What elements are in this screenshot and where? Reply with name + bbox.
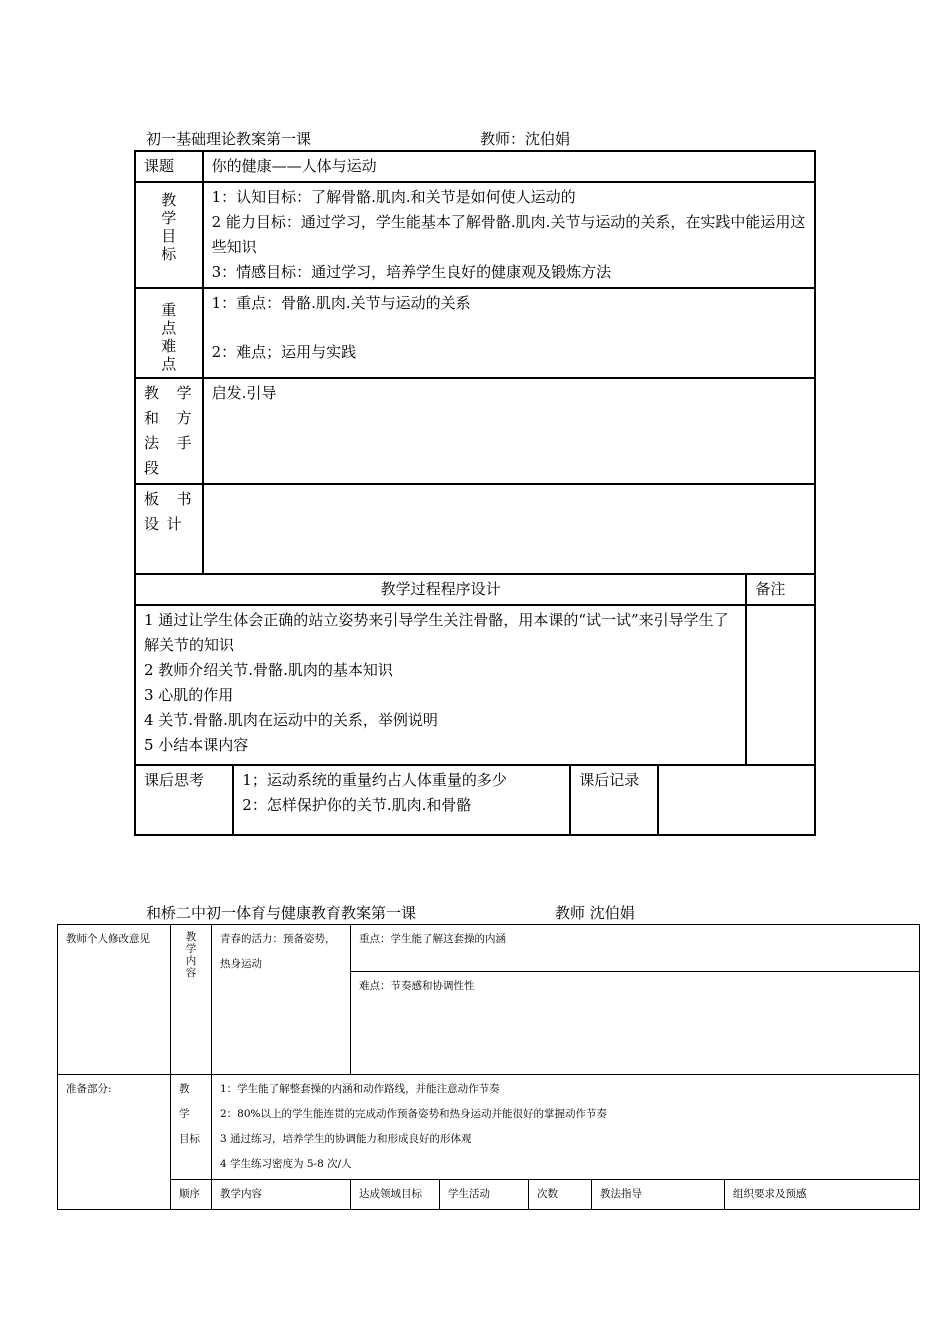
- methods-label: 教 学 和 方 法 手 段: [135, 378, 203, 484]
- keypoints-value: [203, 288, 815, 378]
- record-value: [658, 765, 815, 835]
- lesson2-goal-item: 3 通过练习，培养学生的协调能力和形成良好的形体观: [220, 1133, 472, 1145]
- topic-row: [135, 151, 815, 182]
- column-header: 教学内容: [212, 1180, 351, 1210]
- reflection-label: 课后思考: [135, 765, 233, 835]
- reflection-row: [135, 765, 815, 835]
- process-step: 2 教师介绍关节.骨骼.肌肉的基本知识: [144, 661, 393, 679]
- process-step: 3 心肌的作用: [144, 686, 234, 704]
- lesson2-heading: 和桥二中初一体育与健康教育教案第一课: [146, 904, 417, 922]
- methods-value: 启发.引导: [203, 378, 815, 484]
- topic-label: 课题: [135, 151, 203, 182]
- process-title: 教学过程程序设计: [135, 574, 746, 605]
- columns-row: [58, 1180, 920, 1210]
- lesson1-heading: 初一基础理论教案第一课: [146, 130, 312, 148]
- remarks-value: [746, 605, 815, 765]
- lesson2-goal-item: 1：学生能了解整套操的内涵和动作路线，并能注意动作节奏: [220, 1083, 500, 1095]
- lesson2-difficulty: 难点：节奏感和协调性性: [351, 972, 920, 1075]
- reflection-items: [233, 765, 570, 835]
- lesson1-teacher: 教师：沈伯娟: [480, 130, 571, 148]
- column-header: 顺序: [171, 1180, 212, 1210]
- process-step: 1 通过让学生体会正确的站立姿势来引导学生关注骨骼，用本课的“试一试”来引导学生了解关节的知识: [144, 611, 729, 654]
- lesson2-goals: [212, 1075, 920, 1180]
- process-step: 5 小结本课内容: [144, 736, 249, 754]
- board-row: [135, 484, 815, 574]
- goal-label: 教 学 目标: [171, 1075, 212, 1180]
- difficulty: 2：难点；运用与实践: [211, 343, 357, 361]
- process-step: 4 关节.骨骼.肌肉在运动中的关系，举例说明: [144, 711, 438, 729]
- content-value: 青春的活力：预备姿势，热身运动: [212, 925, 351, 1075]
- record-label: 课后记录: [570, 765, 658, 835]
- goal-item: 3：情感目标：通过学习，培养学生良好的健康观及锻炼方法: [211, 263, 612, 281]
- column-header: 组织要求及预感: [725, 1180, 920, 1210]
- prep-label: 准备部分:: [58, 1075, 171, 1210]
- column-header: 达成领域目标: [351, 1180, 440, 1210]
- reflection-item: 2：怎样保护你的关节.肌肉.和骨骼: [242, 796, 472, 814]
- key-point: 1：重点：骨骼.肌肉.关节与运动的关系: [211, 294, 471, 312]
- keypoints-label: 重 点 难 点: [135, 288, 203, 378]
- process-row: [135, 605, 815, 765]
- topic-value: 你的健康——人体与运动: [203, 151, 815, 182]
- lesson2-key-point: 重点：学生能了解这套操的内涵: [351, 925, 920, 972]
- lesson2-teacher: 教师 沈伯娟: [555, 904, 635, 922]
- goals-value: [203, 182, 815, 288]
- process-header-row: [135, 574, 815, 605]
- column-header: 教法指导: [592, 1180, 725, 1210]
- prep-row: [58, 1075, 920, 1180]
- revision-label: 教师个人修改意见: [58, 925, 171, 1075]
- board-label: 板 书 设 计: [135, 484, 203, 574]
- board-value: [203, 484, 815, 574]
- goals-label: 教 学 目 标: [135, 182, 203, 288]
- lesson2-table: [57, 924, 920, 1210]
- content-label: 教 学 内 容: [171, 925, 212, 1075]
- column-header: 学生活动: [440, 1180, 529, 1210]
- keypoints-row: [135, 288, 815, 378]
- lesson2-goal-item: 4 学生练习密度为 5-8 次/人: [220, 1158, 352, 1170]
- remarks-label: 备注: [746, 574, 815, 605]
- goals-row: [135, 182, 815, 288]
- goal-item: 1：认知目标：了解骨骼.肌肉.和关节是如何使人运动的: [211, 188, 576, 206]
- reflection-item: 1；运动系统的重量约占人体重量的多少: [242, 771, 507, 789]
- content-row-1: [58, 925, 920, 972]
- lesson2-goal-item: 2：80%以上的学生能连贯的完成动作预备姿势和热身运动并能很好的掌握动作节奏: [220, 1108, 608, 1120]
- methods-row: [135, 378, 815, 484]
- goal-item: 2 能力目标：通过学习，学生能基本了解骨骼.肌肉.关节与运动的关系，在实践中能运用这些知识: [211, 213, 806, 256]
- column-header: 次数: [529, 1180, 592, 1210]
- lesson1-table: [134, 150, 816, 836]
- process-steps: [135, 605, 746, 765]
